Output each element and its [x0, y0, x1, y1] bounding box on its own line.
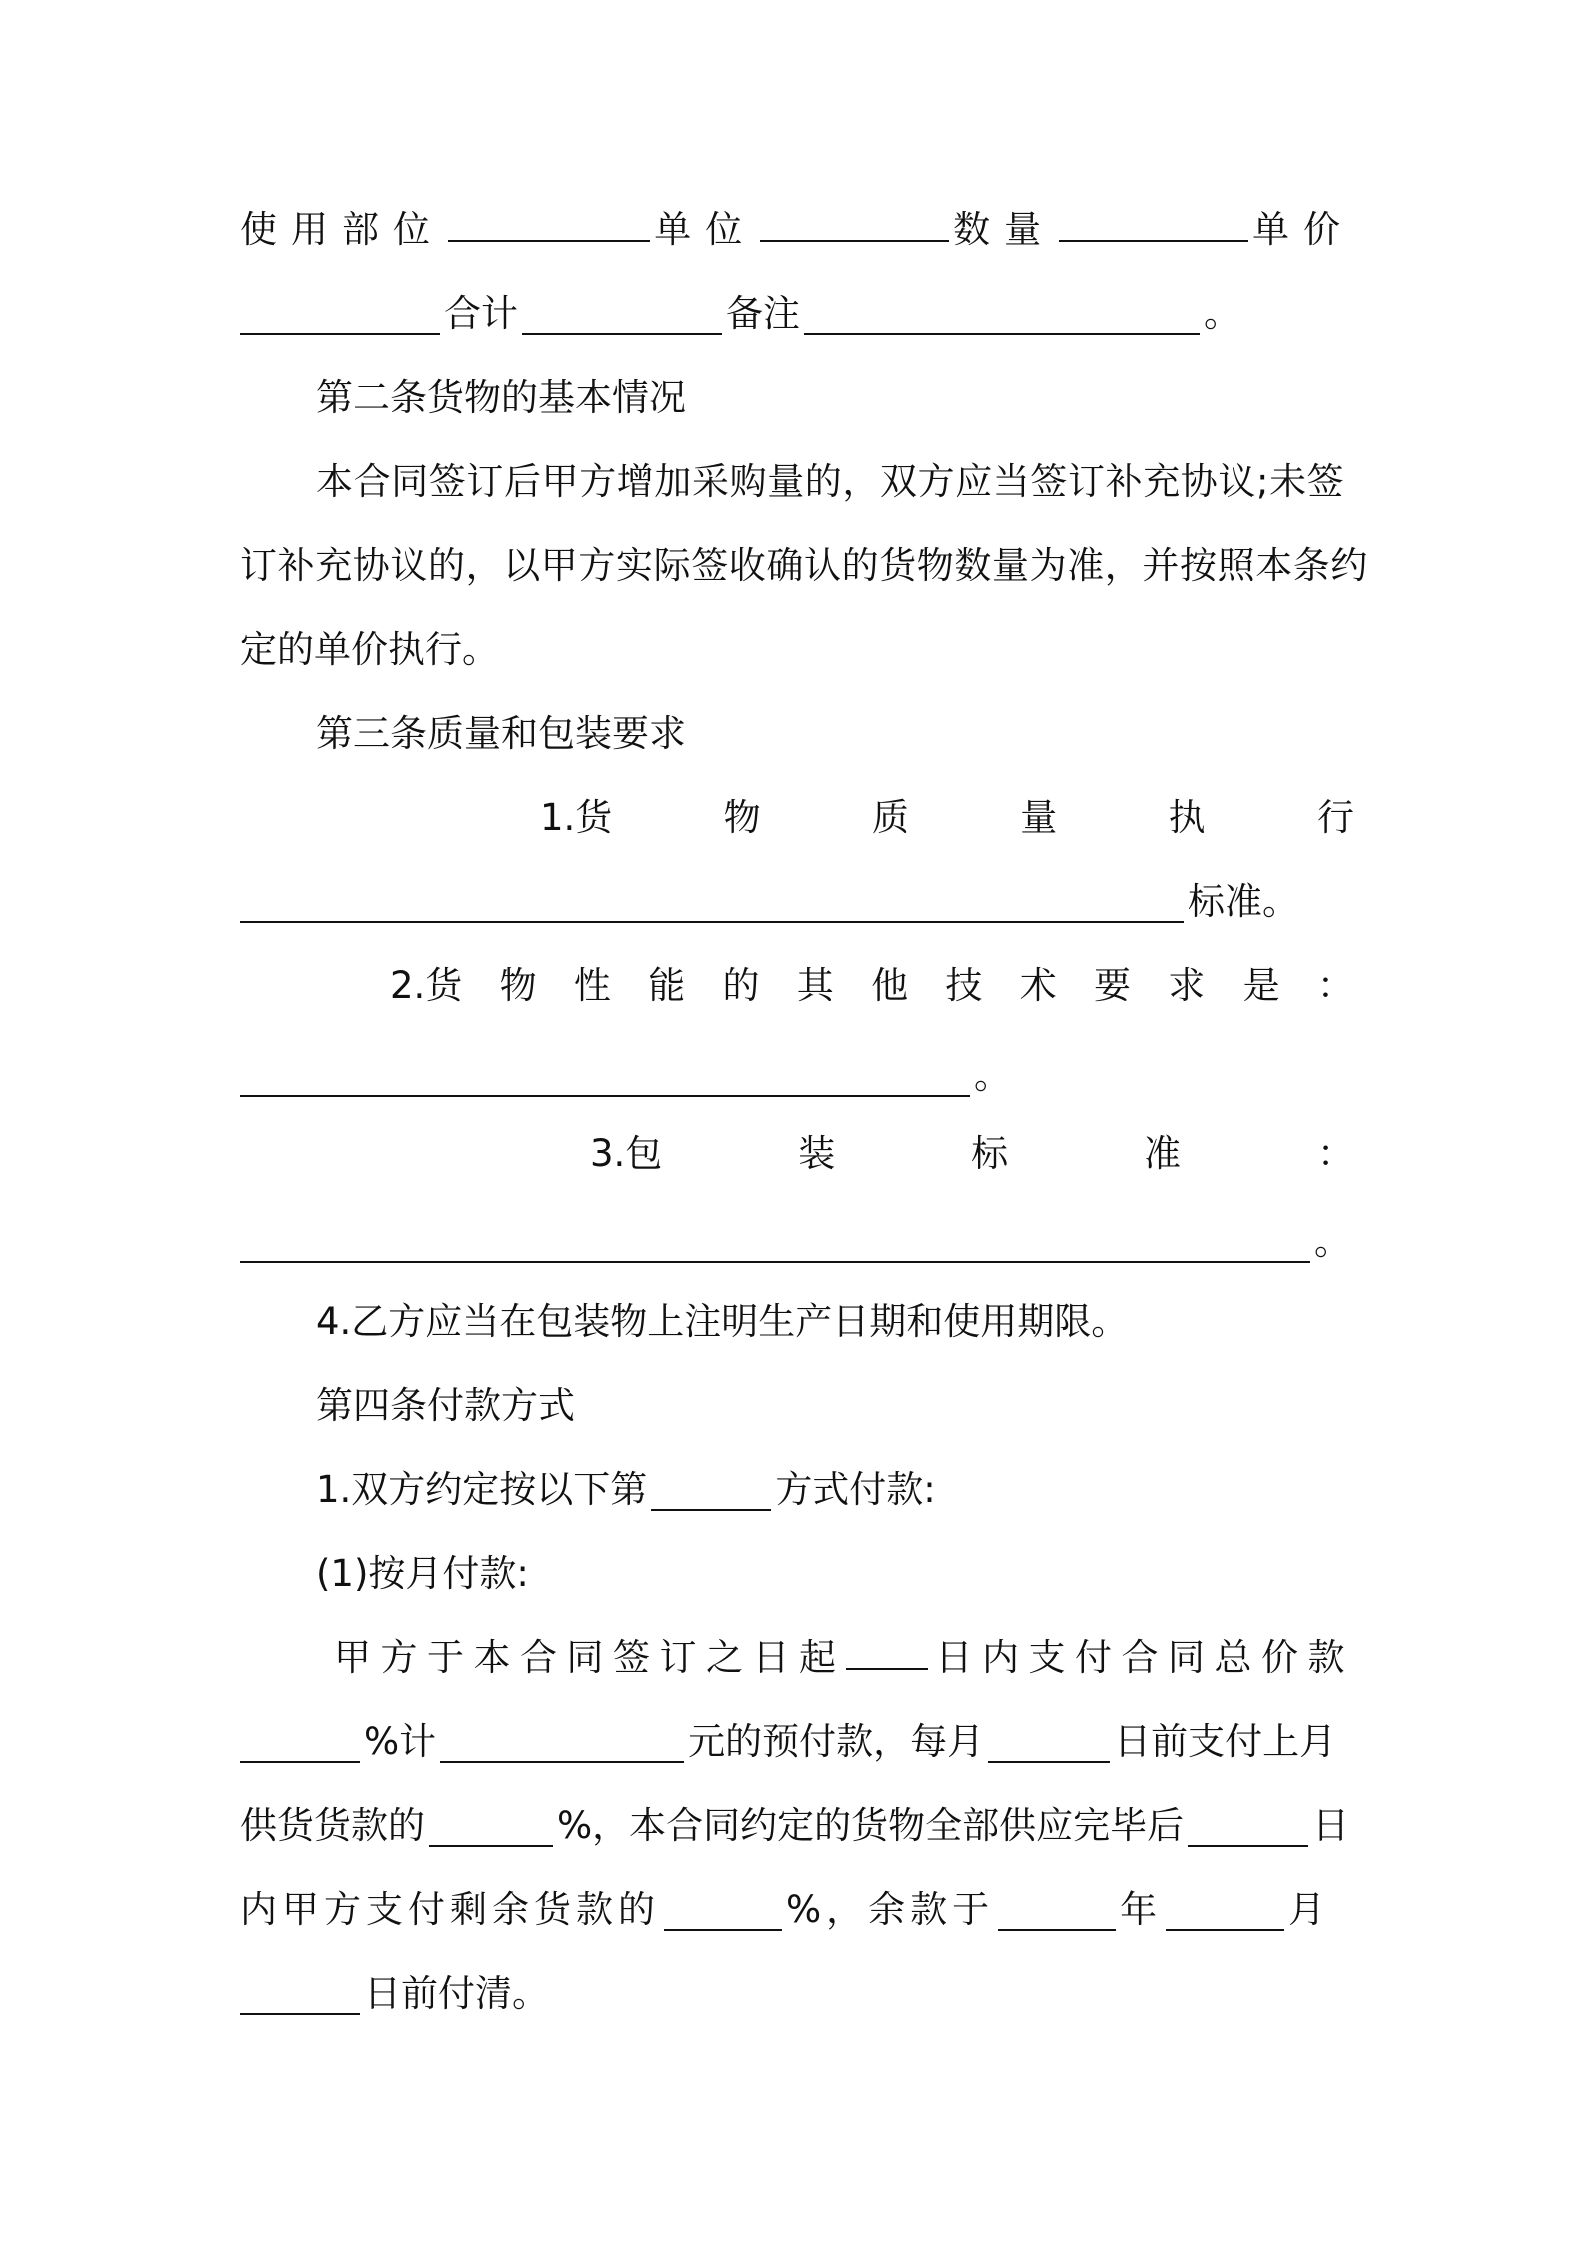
blank-prepayment-days[interactable] [846, 1628, 928, 1670]
quality-1-token: 行 [1316, 796, 1354, 839]
quality-3-token: 装 [798, 1132, 836, 1175]
blank-monthly-day[interactable] [988, 1721, 1110, 1763]
last-month-text: 日前支付上月 [1114, 1720, 1337, 1763]
totals-line [240, 272, 1354, 356]
monthly-payment-ratio-text: 供货货款的 [240, 1804, 425, 1847]
quality-2-token: 求 [1168, 964, 1206, 1007]
prepayment-monthly-text: 元的预付款，每月 [688, 1720, 985, 1763]
field-label-remarks: 备注 [726, 292, 800, 335]
field-label-unit: 单位 [654, 208, 757, 251]
blank-total[interactable] [522, 293, 722, 335]
article-3-title: 第三条质量和包装要求 [316, 712, 686, 755]
quality-2-token: 其 [796, 964, 834, 1007]
blank-balance-month[interactable] [1166, 1889, 1284, 1931]
percent-calc-text: %计 [364, 1720, 437, 1763]
field-label-quantity: 数量 [953, 208, 1056, 251]
article-2-paragraph-line-3: 定的单价执行。 [240, 628, 499, 671]
delivery-complete-text: %，本合同约定的货物全部供应完毕后 [557, 1804, 1185, 1847]
quality-item-3-blank-line [240, 1200, 1354, 1284]
quality-2-token: 性 [573, 964, 611, 1007]
quality-2-token: 技 [945, 964, 983, 1007]
quality-2-token: 术 [1019, 964, 1057, 1007]
article-2-paragraph-line-1: 本合同签订后甲方增加采购量的，双方应当签订补充协议;未签 [316, 460, 1345, 503]
blank-quantity[interactable] [1059, 200, 1248, 242]
quality-3-token: ： [1317, 1132, 1354, 1175]
contract-total-text: 日内支付合同总价款 [935, 1636, 1354, 1679]
quality-2-end: 。 [974, 1054, 1011, 1097]
field-label-usage-location: 使用部位 [240, 208, 444, 251]
blank-remarks[interactable] [804, 293, 1200, 335]
period: 。 [1204, 292, 1241, 335]
quality-3-token: 标 [971, 1132, 1009, 1175]
field-label-total: 合计 [444, 292, 518, 335]
blank-payment-method[interactable] [651, 1469, 771, 1511]
quality-item-1-line [240, 776, 1354, 860]
quality-2-token: 物 [499, 964, 537, 1007]
quality-item-1-blank-line [240, 860, 1354, 944]
blank-monthly-percent[interactable] [429, 1805, 553, 1847]
quality-2-token: 的 [722, 964, 760, 1007]
blank-technical-requirements[interactable] [240, 1055, 970, 1097]
quality-2-token: 他 [871, 964, 909, 1007]
quality-3-token: 3.包 [590, 1132, 663, 1175]
day-char: 日 [1312, 1804, 1350, 1847]
monthly-payment-line-2 [240, 1700, 1354, 1784]
monthly-payment-line-1 [240, 1616, 1354, 1700]
quality-1-end: 标准。 [1188, 880, 1299, 923]
payment-method-line [240, 1448, 1354, 1532]
quality-item-4: 4.乙方应当在包装物上注明生产日期和使用期限。 [316, 1300, 1129, 1343]
monthly-payment-line-4 [240, 1868, 1354, 1952]
blank-prepayment-percent[interactable] [240, 1721, 360, 1763]
blank-balance-year[interactable] [998, 1889, 1116, 1931]
quality-2-token: 能 [648, 964, 686, 1007]
prepayment-start-text: 甲方于本合同签订之日起 [334, 1636, 846, 1679]
blank-balance-day[interactable] [240, 1973, 360, 2015]
payment-method-suffix: 方式付款: [775, 1468, 936, 1511]
blank-completion-days[interactable] [1188, 1805, 1308, 1847]
quality-1-token: 物 [723, 796, 761, 839]
quality-2-token: 2.货 [390, 964, 463, 1007]
blank-remaining-percent[interactable] [664, 1889, 782, 1931]
monthly-payment-line-3 [240, 1784, 1354, 1868]
article-2-paragraph-line-2: 订补充协议的，以甲方实际签收确认的货物数量为准，并按照本条约 [240, 544, 1368, 587]
quality-2-token: 要 [1093, 964, 1131, 1007]
quality-3-end: 。 [1314, 1220, 1351, 1263]
article-4-title: 第四条付款方式 [316, 1384, 575, 1427]
blank-unit[interactable] [760, 200, 949, 242]
field-label-unit-price: 单价 [1251, 208, 1354, 251]
payment-method-prefix: 1.双方约定按以下第 [316, 1468, 648, 1511]
quality-2-token: 是 [1242, 964, 1280, 1007]
blank-packaging-standard[interactable] [240, 1221, 1310, 1263]
monthly-payment-line-5 [240, 1952, 1354, 2036]
quality-2-token: ： [1316, 964, 1354, 1007]
year-char: 年 [1120, 1888, 1163, 1931]
quality-1-token: 1.货 [540, 796, 613, 839]
monthly-payment-title: (1)按月付款: [316, 1552, 529, 1595]
article-2-title: 第二条货物的基本情况 [316, 376, 686, 419]
paid-in-full-text: 日前付清。 [364, 1972, 549, 2015]
balance-due-text: %，余款于 [786, 1888, 995, 1931]
quality-item-2-blank-line [240, 1034, 1354, 1118]
month-char: 月 [1288, 1888, 1331, 1931]
quality-1-token: 质 [871, 796, 909, 839]
blank-usage-location[interactable] [448, 200, 650, 242]
quality-item-3-line [240, 1112, 1354, 1196]
remaining-payment-text: 内甲方支付剩余货款的 [240, 1888, 660, 1931]
quality-1-token: 执 [1168, 796, 1206, 839]
blank-unit-price[interactable] [240, 293, 440, 335]
quality-3-token: 准 [1144, 1132, 1182, 1175]
blank-prepayment-amount[interactable] [440, 1721, 684, 1763]
blank-quality-standard[interactable] [240, 881, 1184, 923]
item-fields-line [240, 188, 1354, 272]
quality-item-2-line [240, 944, 1354, 1028]
quality-1-token: 量 [1020, 796, 1058, 839]
